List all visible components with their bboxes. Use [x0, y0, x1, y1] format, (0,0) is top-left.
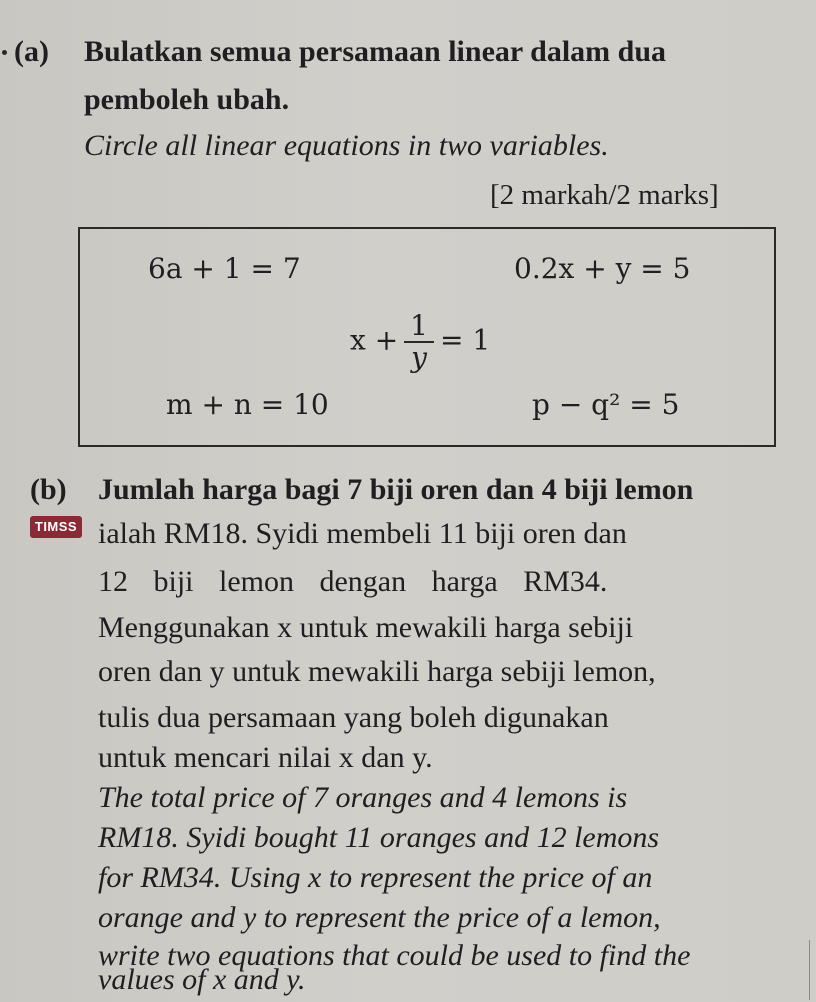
fraction	[404, 311, 434, 373]
fraction-denominator: y	[411, 341, 427, 374]
part-a-malay-line-1: Bulatkan semua persamaan linear dalam dua	[84, 35, 667, 68]
part-b-malay-line-6: tulis dua persamaan yang boleh digunakan	[98, 701, 609, 734]
equation-x-plus-1-over-y-right: = 1	[439, 323, 491, 357]
part-b-english-line-4: orange and y to represent the price of a lemon,	[98, 901, 661, 934]
part-a-malay-line-2: pemboleh ubah.	[84, 83, 290, 116]
part-b-english-line-2: RM18. Syidi bought 11 oranges and 12 lemons	[98, 821, 660, 854]
part-a-english: Circle all linear equations in two variables.	[84, 129, 609, 162]
equation-6a[interactable]: 6a + 1 = 7	[148, 252, 301, 285]
part-b-english-line-6: values of x and y.	[98, 963, 306, 996]
equation-x-plus-1-over-y[interactable]	[350, 311, 490, 373]
equation-box	[78, 227, 776, 447]
part-b-malay-line-7: untuk mencari nilai x dan y.	[98, 741, 433, 774]
part-b-malay-line-4: Menggunakan x untuk mewakili harga sebiji	[98, 611, 634, 644]
margin-dot	[2, 50, 7, 55]
equation-x-plus-1-over-y-left: x +	[350, 323, 399, 357]
marks-label: [2 markah/2 marks]	[490, 179, 719, 211]
part-b-english-line-3: for RM34. Using x to represent the price of an	[98, 861, 653, 894]
equation-m-plus-n[interactable]: m + n = 10	[166, 388, 329, 421]
part-b-english-line-1: The total price of 7 oranges and 4 lemons is	[98, 781, 628, 814]
equation-p-minus-q-squared[interactable]: p − q² = 5	[532, 388, 680, 421]
page-edge-line	[809, 940, 810, 1000]
part-b-malay-line-3: 12 biji lemon dengan harga RM34.	[98, 565, 608, 598]
part-b-malay-line-5: oren dan y untuk mewakili harga sebiji lemon,	[98, 655, 656, 688]
part-b-english-line-5: write two equations that could be used to find the	[98, 939, 691, 972]
part-b-malay-line-2: ialah RM18. Syidi membeli 11 biji oren dan	[98, 517, 627, 550]
part-b-label: (b)	[30, 473, 67, 506]
equation-0-2x[interactable]: 0.2x + y = 5	[514, 252, 691, 285]
timss-badge: TIMSS	[30, 516, 82, 538]
fraction-numerator: 1	[404, 311, 434, 343]
part-a-label: (a)	[14, 35, 49, 68]
part-b-malay-line-1: Jumlah harga bagi 7 biji oren dan 4 biji lemon	[98, 473, 694, 506]
